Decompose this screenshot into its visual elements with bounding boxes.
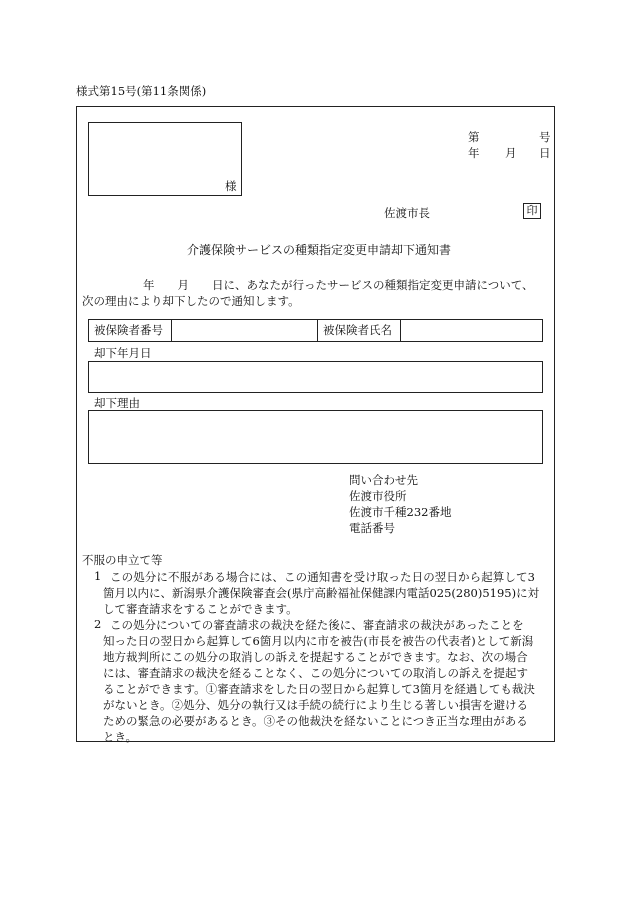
intro-line-1: 年 月 日に、あなたが行ったサービスの種類指定変更申請について、: [143, 278, 534, 292]
contact-heading: 問い合わせ先: [349, 473, 418, 487]
insured-name-label: 被保険者氏名: [323, 323, 392, 337]
appeal-item-2-line: ることができます。①審査請求をした日の翌日から起算して3箇月を経過しても裁決: [103, 682, 535, 696]
appeal-item-2-line: とき。: [103, 730, 138, 744]
rejection-reason-field[interactable]: [88, 410, 543, 464]
number-suffix: 号: [539, 130, 551, 144]
rejection-date-label: 却下年月日: [94, 346, 152, 360]
date-month: 月: [505, 146, 517, 160]
appeal-item-2-line: がないとき。②処分、処分の執行又は手続の続行により生じる著しい損害を避ける: [103, 698, 529, 712]
appeal-heading: 不服の申立て等: [82, 553, 163, 567]
issuer-name: 佐渡市長: [384, 206, 430, 220]
intro-line-2: 次の理由により却下したので通知します。: [82, 294, 300, 308]
insured-info-row: [88, 319, 543, 342]
contact-address: 佐渡市千種232番地: [349, 505, 452, 519]
insured-number-field[interactable]: [172, 320, 317, 341]
appeal-item-2-line: 地方裁判所にこの処分の取消しの訴えを提起することができます。なお、次の場合: [103, 650, 528, 664]
date-year: 年: [468, 146, 480, 160]
appeal-item-1-number: 1: [94, 569, 102, 583]
rejection-reason-label: 却下理由: [94, 396, 140, 410]
addressee-suffix: 様: [225, 179, 237, 193]
appeal-item-1-line: 箇月以内に、新潟県介護保険審査会(県庁高齢福祉保健課内電話025(280)5195)に対: [103, 586, 540, 600]
number-prefix: 第: [468, 130, 480, 144]
document-title: 介護保険サービスの種類指定変更申請却下通知書: [187, 243, 452, 257]
contact-phone-label: 電話番号: [349, 521, 395, 535]
appeal-item-1-line: この処分に不服がある場合には、この通知書を受け取った日の翌日から起算して3: [110, 570, 536, 584]
insured-name-field[interactable]: [401, 320, 542, 341]
appeal-item-2-line: この処分についての審査請求の裁決を経た後に、審査請求の裁決があったことを: [110, 618, 524, 632]
rejection-date-field[interactable]: [88, 361, 543, 393]
contact-office: 佐渡市役所: [349, 489, 407, 503]
addressee-box[interactable]: [88, 122, 242, 196]
appeal-item-2-line: 知った日の翌日から起算して6箇月以内に市を被告(市長を被告の代表者)として新潟: [103, 634, 534, 648]
form-label: 様式第15号(第11条関係): [76, 84, 207, 98]
seal-mark: 印: [523, 203, 541, 219]
appeal-item-2-line: には、審査請求の裁決を経ることなく、この処分についての取消しの訴えを提起す: [103, 666, 529, 680]
appeal-item-2-number: 2: [94, 617, 102, 631]
appeal-item-1-line: して審査請求をすることができます。: [103, 602, 298, 616]
date-day: 日: [539, 146, 551, 160]
appeal-item-2-line: ための緊急の必要があるとき。③その他裁決を経ないことにつき正当な理由がある: [103, 714, 528, 728]
insured-number-label: 被保険者番号: [94, 323, 163, 337]
